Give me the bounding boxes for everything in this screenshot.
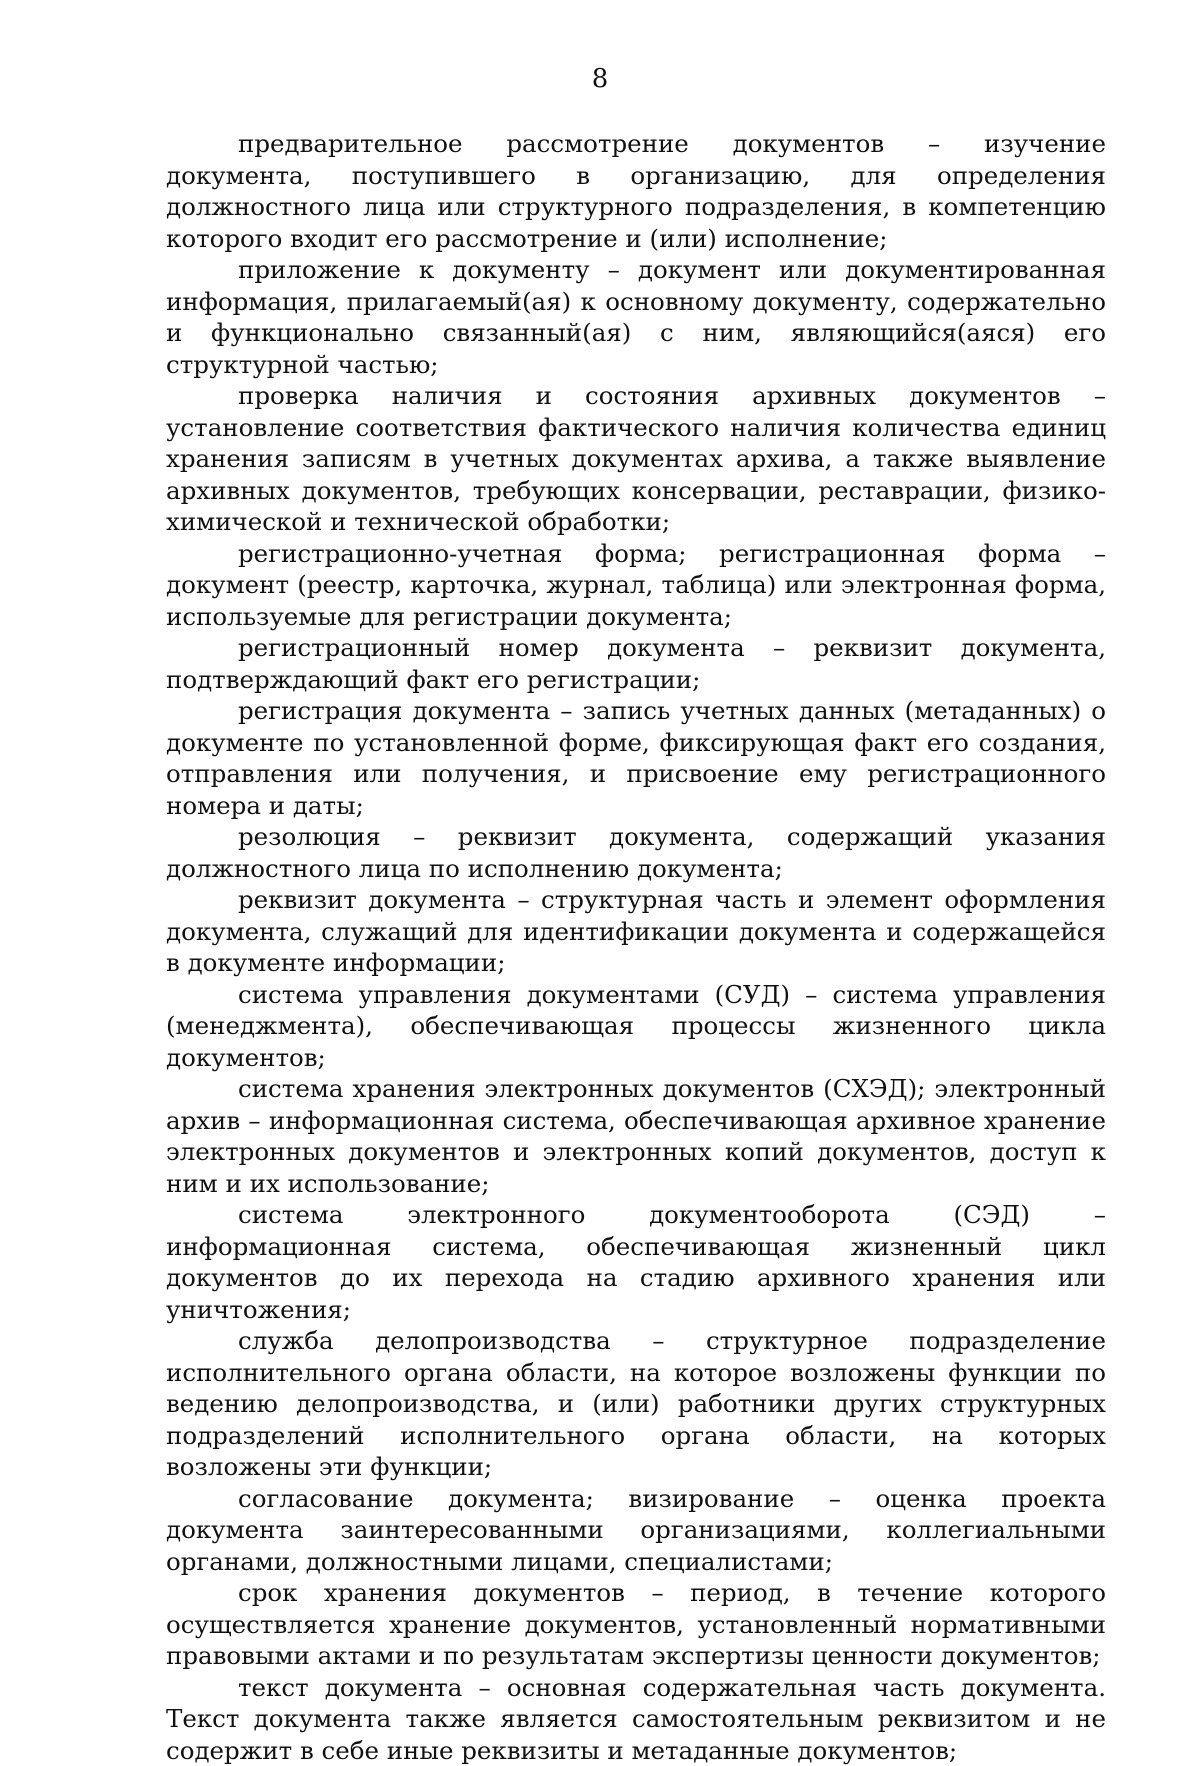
definition-paragraph: реквизит документа – структурная часть и элемент оформления документа, служащий для идентификации документа и содержащейся в документе информации; xyxy=(166,884,1106,979)
definition-paragraph: регистрационный номер документа – реквизит документа, подтверждающий факт его регистрации; xyxy=(166,632,1106,695)
page-body xyxy=(166,128,1106,1766)
page-number: 8 xyxy=(0,64,1200,94)
definition-paragraph: проверка наличия и состояния архивных документов – установление соответствия фактического наличия количества единиц хранения записям в учетных документах архива, а также выявление архивных документов, требующих консервации, реставрации, физико-химической и технической обработки; xyxy=(166,380,1106,538)
definition-paragraph: предварительное рассмотрение документов – изучение документа, поступившего в организацию, для определения должностного лица или структурного подразделения, в компетенцию которого входит его рассмотрение и (или) исполнение; xyxy=(166,128,1106,254)
definition-paragraph: срок хранения документов – период, в течение которого осуществляется хранение документов, установленный нормативными правовыми актами и по результатам экспертизы ценности документов; xyxy=(166,1577,1106,1672)
definition-paragraph: согласование документа; визирование – оценка проекта документа заинтересованными организациями, коллегиальными органами, должностными лицами, специалистами; xyxy=(166,1483,1106,1578)
definition-paragraph: текст документа – основная содержательная часть документа. Текст документа также является самостоятельным реквизитом и не содержит в себе иные реквизиты и метаданные документов; xyxy=(166,1672,1106,1766)
definition-paragraph: регистрация документа – запись учетных данных (метаданных) о документе по установленной форме, фиксирующая факт его создания, отправления или получения, и присвоение ему регистрационного номера и даты; xyxy=(166,695,1106,821)
definition-paragraph: приложение к документу – документ или документированная информация, прилагаемый(ая) к основному документу, содержательно и функционально связанный(ая) с ним, являющийся(аяся) его структурной частью; xyxy=(166,254,1106,380)
definition-paragraph: система управления документами (СУД) – система управления (менеджмента), обеспечивающая процессы жизненного цикла документов; xyxy=(166,979,1106,1074)
definition-paragraph: система электронного документооборота (СЭД) – информационная система, обеспечивающая жизненный цикл документов до их перехода на стадию архивного хранения или уничтожения; xyxy=(166,1199,1106,1325)
definition-paragraph: резолюция – реквизит документа, содержащий указания должностного лица по исполнению документа; xyxy=(166,821,1106,884)
definition-paragraph: регистрационно-учетная форма; регистрационная форма – документ (реестр, карточка, журнал, таблица) или электронная форма, используемые для регистрации документа; xyxy=(166,538,1106,633)
definition-paragraph: служба делопроизводства – структурное подразделение исполнительного органа области, на которое возложены функции по ведению делопроизводства, и (или) работники других структурных подразделений исполнительного органа области, на которых возложены эти функции; xyxy=(166,1325,1106,1483)
definition-paragraph: система хранения электронных документов (СХЭД); электронный архив – информационная система, обеспечивающая архивное хранение электронных документов и электронных копий документов, доступ к ним и их использование; xyxy=(166,1073,1106,1199)
